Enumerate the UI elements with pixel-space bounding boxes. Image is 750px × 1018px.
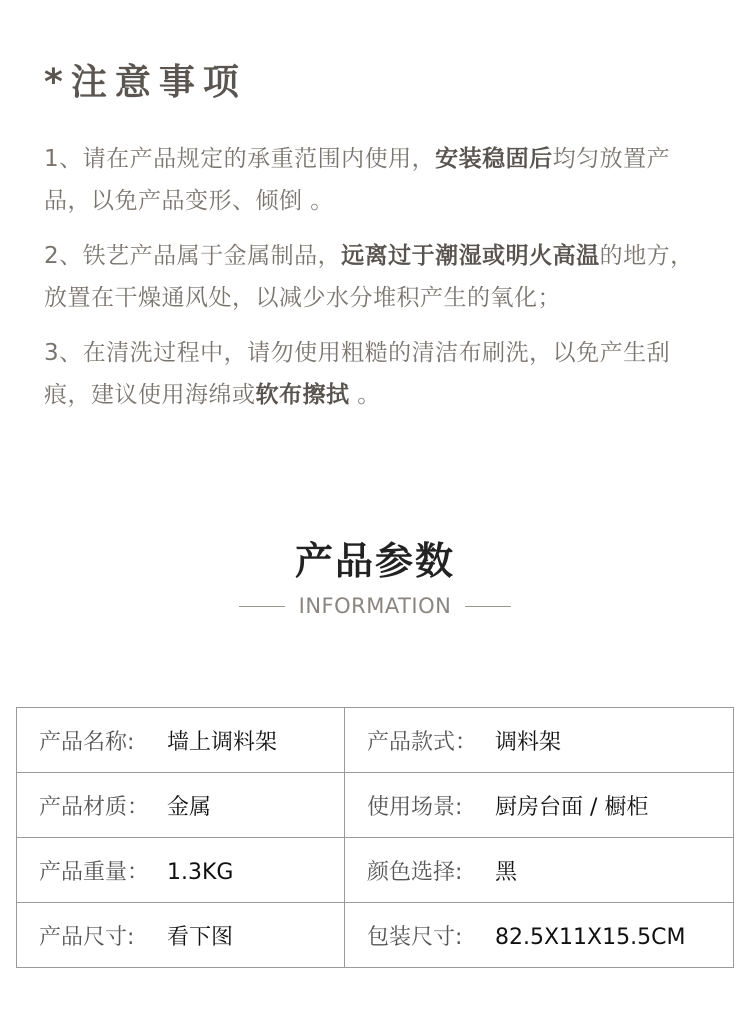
- param-value: 黑: [495, 859, 518, 885]
- param-label: 产品重量：: [39, 859, 150, 885]
- notice-item-1-text: 1、请在产品规定的承重范围内使用，: [44, 146, 436, 172]
- notice-item-1: [44, 138, 714, 222]
- param-label: 产品材质：: [39, 794, 150, 820]
- params-table: [16, 707, 734, 968]
- notice-title: *注意事项: [44, 62, 247, 103]
- table-row: [17, 708, 734, 773]
- param-label: 产品尺寸:: [39, 924, 135, 950]
- table-row: [17, 773, 734, 838]
- notice-item-1-text-end: 均匀放置产品，以免产品变形、倾倒 。: [44, 146, 671, 214]
- divider-line-right: [465, 606, 511, 607]
- param-label: 包装尺寸:: [367, 924, 463, 950]
- table-row: [17, 903, 734, 968]
- param-value: 看下图: [167, 924, 234, 950]
- notice-item-3-text: 3、在清洗过程中，请勿使用粗糙的清洁布刷洗，以免产生刮痕，建议使用海绵或: [44, 340, 671, 408]
- notice-item-3-text-end: 。: [349, 382, 381, 408]
- param-cell: [17, 773, 345, 838]
- param-value: 金属: [167, 794, 212, 820]
- param-cell: [345, 903, 734, 968]
- param-cell: [345, 838, 734, 903]
- notice-item-2: [44, 235, 714, 319]
- param-cell: [345, 773, 734, 838]
- params-title: 产品参数: [294, 539, 455, 583]
- notice-item-2-emphasis: 远离过于潮湿或明火高温: [341, 243, 600, 269]
- notice-item-2-text-end: 的地方，放置在干燥通风处，以减少水分堆积产生的氧化；: [44, 243, 694, 311]
- param-label: 颜色选择:: [367, 859, 463, 885]
- params-subtitle: INFORMATION: [298, 594, 452, 618]
- notice-item-2-text: 2、铁艺产品属于金属制品，: [44, 243, 342, 269]
- notice-item-1-emphasis: 安装稳固后: [435, 146, 553, 172]
- notice-item-3: [44, 332, 714, 416]
- param-label: 使用场景:: [367, 794, 463, 820]
- param-value: 墙上调料架: [167, 729, 278, 755]
- param-cell: [17, 708, 345, 773]
- param-cell: [17, 903, 345, 968]
- param-cell: [345, 708, 734, 773]
- table-row: [17, 838, 734, 903]
- divider-line-left: [239, 606, 285, 607]
- param-value: 82.5X11X15.5CM: [495, 924, 686, 950]
- param-label: 产品款式：: [367, 729, 478, 755]
- param-value: 厨房台面 / 橱柜: [495, 794, 649, 820]
- param-cell: [17, 838, 345, 903]
- param-value: 调料架: [495, 729, 562, 755]
- param-label: 产品名称:: [39, 729, 135, 755]
- params-subtitle-row: [0, 594, 750, 618]
- param-value: 1.3KG: [167, 859, 234, 885]
- notice-item-3-emphasis: 软布擦拭: [255, 382, 350, 408]
